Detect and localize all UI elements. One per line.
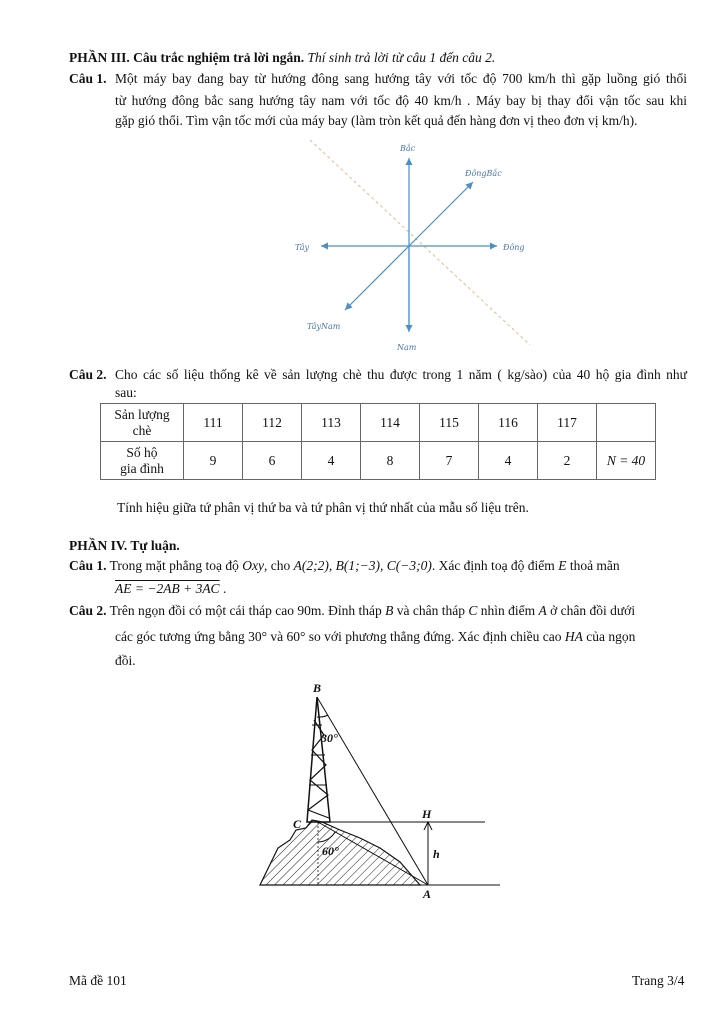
part3-heading	[69, 50, 495, 66]
stats-table	[100, 403, 656, 480]
table-cell: 112	[243, 404, 302, 442]
part4-q1-label: Câu 1.	[69, 558, 107, 573]
southwest-arrow	[345, 246, 409, 310]
table-cell: 8	[361, 442, 420, 480]
table-cell: 113	[302, 404, 361, 442]
table-header-production: Sản lượng chè	[101, 404, 184, 442]
oxy-symbol: Oxy	[242, 558, 265, 573]
part3-q1-line1: Một máy bay đang bay từ hướng đông sang hướng tây với tốc độ 700 km/h thì gặp luồng gió thổi	[115, 71, 687, 86]
table-cell: 114	[361, 404, 420, 442]
angle-30-label: 30°	[321, 731, 338, 745]
table-header-households: Số hộ gia đình	[101, 442, 184, 480]
compass-southwest-label: TâyNam	[307, 322, 341, 331]
angle-60-label: 60°	[322, 844, 339, 858]
part3-q2-line1: Cho các số liệu thống kê về sản lượng chè thu được trong 1 năm ( kg/sào) của 40 hộ gia đình như	[115, 367, 687, 382]
label-B: B	[313, 681, 322, 695]
compass-diagram	[285, 140, 535, 355]
part4-heading: PHẦN IV. Tự luận.	[69, 538, 180, 553]
part3-q1-line3: gặp gió thổi. Tìm vận tốc mới của máy bay (làm tròn kết quả đến hàng đơn vị theo đơn vị km/h).	[115, 113, 638, 128]
table-cell: 4	[479, 442, 538, 480]
compass-west-label: Tây	[295, 243, 310, 252]
part3-heading-italic: Thí sinh trả lời từ câu 1 đến câu 2.	[307, 50, 496, 65]
table-cell: 116	[479, 404, 538, 442]
part4-q2-line3: đồi.	[115, 653, 136, 668]
table-cell: 6	[243, 442, 302, 480]
label-h: h	[433, 847, 440, 861]
compass-south-label: Nam	[397, 343, 417, 352]
table-row	[101, 442, 656, 480]
part3-q2-label: Câu 2.	[69, 367, 107, 382]
part3-q1-label: Câu 1.	[69, 71, 107, 86]
part4-q2-label: Câu 2.	[69, 603, 107, 618]
label-C: C	[293, 817, 302, 831]
table-cell: 117	[538, 404, 597, 442]
label-H: H	[422, 807, 432, 821]
footer-exam-code: Mã đề 101	[69, 973, 127, 988]
part4-q2-line2: các góc tương ứng bằng 30° và 60° so với phương thẳng đứng. Xác định chiều cao HA của ngọn	[115, 629, 636, 644]
table-cell: 115	[420, 404, 479, 442]
table-cell-empty	[597, 404, 656, 442]
compass-east-label: Đông	[503, 243, 525, 252]
table-cell: 7	[420, 442, 479, 480]
tower-hill-diagram	[250, 680, 510, 902]
table-row	[101, 404, 656, 442]
part3-q2-line2: sau:	[115, 385, 137, 400]
compass-north-label: Bắc	[400, 144, 416, 153]
label-A: A	[423, 887, 432, 901]
table-cell: 9	[184, 442, 243, 480]
part3-q1-line2: từ hướng đông bắc sang hướng tây nam với tốc độ 40 km/h . Máy bay bị thay đổi vận tốc sau khi	[115, 93, 687, 108]
table-cell: 111	[184, 404, 243, 442]
table-total: N = 40	[597, 442, 656, 480]
table-cell: 4	[302, 442, 361, 480]
points-list: A(2;2), B(1;−3), C(−3;0)	[293, 558, 432, 573]
hill-shape	[260, 820, 420, 885]
part4-q2-line1: Câu 2. Trên ngọn đồi có một cái tháp cao 90m. Đỉnh tháp B và chân tháp C nhìn điểm A ở chân đồi dưới	[69, 603, 636, 618]
footer-page-number: Trang 3/4	[632, 973, 685, 988]
part4-q1-line1: Câu 1. Trong mặt phẳng toạ độ Oxy, cho A(2;2), B(1;−3), C(−3;0). Xác định toạ độ điểm E thoả mãn	[69, 558, 620, 573]
northeast-arrow	[409, 182, 473, 246]
table-cell: 2	[538, 442, 597, 480]
part3-q2-task: Tính hiệu giữa tứ phân vị thứ ba và tứ phân vị thứ nhất của mẫu số liệu trên.	[117, 500, 529, 515]
vector-equation: AE = −2AB + 3AC .	[115, 581, 227, 596]
compass-northeast-label: ĐôngBắc	[465, 169, 502, 178]
part3-heading-bold: PHẦN III. Câu trắc nghiệm trả lời ngắn.	[69, 50, 305, 65]
